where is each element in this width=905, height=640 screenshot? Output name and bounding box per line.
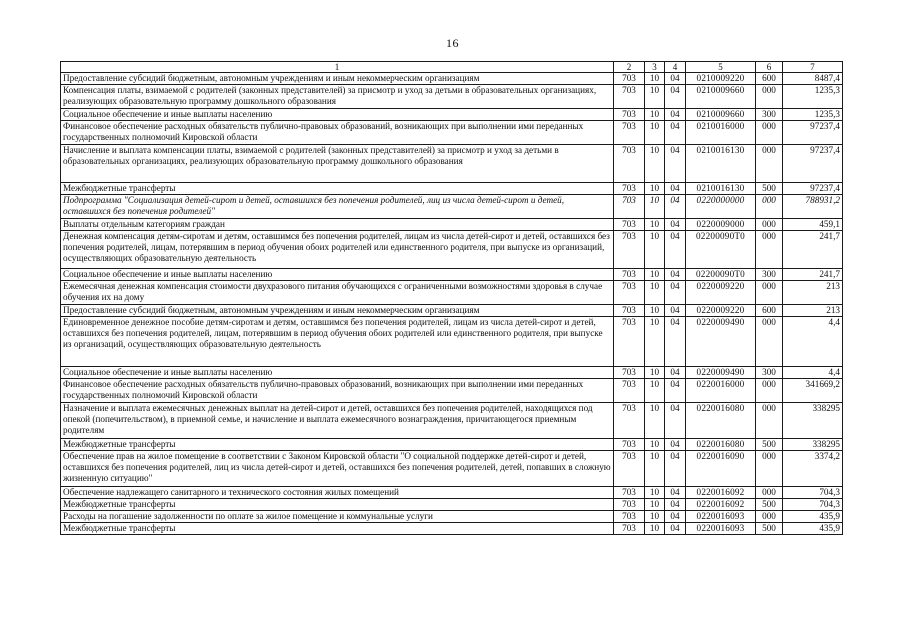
row-name-cell: Межбюджетные трансферты: [61, 499, 614, 511]
expense-type-cell: 000: [756, 317, 783, 367]
table-row: [61, 109, 843, 121]
column-header: 4: [665, 62, 686, 73]
code-cell: 703: [614, 73, 645, 85]
expense-type-cell: 300: [756, 109, 783, 121]
table-row: [61, 195, 843, 219]
row-name-cell: Единовременное денежное пособие детям-сиротам и детям, оставшимся без попечения родителей, лицам из числа детей-сирот и детей, оставшихся без попечения родителей, лицам, потерявшим в период обучения обоих родителей или единственного родителя, при выпуске из организаций, осуществляющих образовательную деятельность: [61, 317, 614, 367]
target-article-cell: 0220016092: [686, 487, 756, 499]
amount-cell: 704,3: [783, 499, 843, 511]
expense-type-cell: 000: [756, 379, 783, 403]
subsection-cell: 04: [665, 439, 686, 451]
amount-cell: 704,3: [783, 487, 843, 499]
amount-cell: 3374,2: [783, 451, 843, 487]
amount-cell: 1235,3: [783, 109, 843, 121]
row-name-cell: Предоставление субсидий бюджетным, автономным учреждениям и иным некоммерческим организациям: [61, 305, 614, 317]
amount-cell: 213: [783, 305, 843, 317]
target-article-cell: 0210016000: [686, 121, 756, 145]
column-header: 2: [614, 62, 645, 73]
amount-cell: 4,4: [783, 317, 843, 367]
expense-type-cell: 000: [756, 231, 783, 269]
amount-cell: 435,9: [783, 511, 843, 523]
code-cell: 703: [614, 195, 645, 219]
subsection-cell: 04: [665, 379, 686, 403]
column-header: 1: [61, 62, 614, 73]
subsection-cell: 04: [665, 403, 686, 439]
target-article-cell: 0210016130: [686, 145, 756, 183]
target-article-cell: 0220016000: [686, 379, 756, 403]
code-cell: 703: [614, 487, 645, 499]
code-cell: 703: [614, 269, 645, 281]
expense-type-cell: 000: [756, 145, 783, 183]
expense-type-cell: 000: [756, 451, 783, 487]
section-cell: 10: [645, 379, 665, 403]
amount-cell: 338295: [783, 439, 843, 451]
amount-cell: 97237,4: [783, 145, 843, 183]
section-cell: 10: [645, 231, 665, 269]
column-header: 5: [686, 62, 756, 73]
budget-table: [60, 61, 843, 535]
code-cell: 703: [614, 305, 645, 317]
subsection-cell: 04: [665, 85, 686, 109]
table-row: [61, 219, 843, 231]
table-row: [61, 85, 843, 109]
column-header: 6: [756, 62, 783, 73]
subsection-cell: 04: [665, 109, 686, 121]
row-name-cell: Подпрограмма "Социализация детей-сирот и детей, оставшихся без попечения родителей, лиц из числа детей-сирот и детей, оставшихся без попечения родителей": [61, 195, 614, 219]
expense-type-cell: 600: [756, 305, 783, 317]
subsection-cell: 04: [665, 367, 686, 379]
row-name-cell: Компенсация платы, взимаемой с родителей (законных представителей) за присмотр и уход за детьми в образовательных организациях, реализующих образовательную программу дошкольного образования: [61, 85, 614, 109]
subsection-cell: 04: [665, 219, 686, 231]
expense-type-cell: 600: [756, 73, 783, 85]
table-row: [61, 403, 843, 439]
expense-type-cell: 000: [756, 281, 783, 305]
amount-cell: 97237,4: [783, 121, 843, 145]
subsection-cell: 04: [665, 487, 686, 499]
target-article-cell: 0220016080: [686, 403, 756, 439]
code-cell: 703: [614, 121, 645, 145]
code-cell: 703: [614, 523, 645, 535]
section-cell: 10: [645, 511, 665, 523]
section-cell: 10: [645, 439, 665, 451]
subsection-cell: 04: [665, 451, 686, 487]
subsection-cell: 04: [665, 73, 686, 85]
table-row: [61, 487, 843, 499]
amount-cell: 213: [783, 281, 843, 305]
subsection-cell: 04: [665, 269, 686, 281]
subsection-cell: 04: [665, 195, 686, 219]
section-cell: 10: [645, 367, 665, 379]
section-cell: 10: [645, 195, 665, 219]
expense-type-cell: 500: [756, 439, 783, 451]
row-name-cell: Финансовое обеспечение расходных обязательств публично-правовых образований, возникающих при выполнении ими переданных государственных полномочий Кировской области: [61, 121, 614, 145]
code-cell: 703: [614, 145, 645, 183]
target-article-cell: 0210016130: [686, 183, 756, 195]
subsection-cell: 04: [665, 121, 686, 145]
amount-cell: 341669,2: [783, 379, 843, 403]
target-article-cell: 0220016090: [686, 451, 756, 487]
section-cell: 10: [645, 183, 665, 195]
column-header: 3: [645, 62, 665, 73]
amount-cell: 1235,3: [783, 85, 843, 109]
row-name-cell: Финансовое обеспечение расходных обязательств публично-правовых образований, возникающих при выполнении ими переданных государственных полномочий Кировской области: [61, 379, 614, 403]
expense-type-cell: 000: [756, 85, 783, 109]
amount-cell: 97237,4: [783, 183, 843, 195]
table-row: [61, 499, 843, 511]
row-name-cell: Расходы на погашение задолженности по оплате за жилое помещение и коммунальные услуги: [61, 511, 614, 523]
subsection-cell: 04: [665, 281, 686, 305]
code-cell: 703: [614, 281, 645, 305]
target-article-cell: 0220009000: [686, 219, 756, 231]
section-cell: 10: [645, 403, 665, 439]
target-article-cell: 0220016093: [686, 511, 756, 523]
row-name-cell: Ежемесячная денежная компенсация стоимости двухразового питания обучающихся с ограниченными возможностями здоровья в случае обучения их на дому: [61, 281, 614, 305]
subsection-cell: 04: [665, 523, 686, 535]
code-cell: 703: [614, 499, 645, 511]
table-row: [61, 317, 843, 367]
section-cell: 10: [645, 145, 665, 183]
table-row: [61, 305, 843, 317]
row-name-cell: Обеспечение надлежащего санитарного и технического состояния жилых помещений: [61, 487, 614, 499]
code-cell: 703: [614, 231, 645, 269]
target-article-cell: 0220009220: [686, 281, 756, 305]
table-row: [61, 523, 843, 535]
target-article-cell: 0220016080: [686, 439, 756, 451]
expense-type-cell: 000: [756, 195, 783, 219]
table-row: [61, 511, 843, 523]
target-article-cell: 0210009660: [686, 109, 756, 121]
code-cell: 703: [614, 367, 645, 379]
column-header: 7: [783, 62, 843, 73]
section-cell: 10: [645, 305, 665, 317]
table-row: [61, 73, 843, 85]
expense-type-cell: 000: [756, 121, 783, 145]
amount-cell: 241,7: [783, 269, 843, 281]
subsection-cell: 04: [665, 231, 686, 269]
code-cell: 703: [614, 439, 645, 451]
section-cell: 10: [645, 269, 665, 281]
table-row: [61, 439, 843, 451]
subsection-cell: 04: [665, 183, 686, 195]
table-row: [61, 183, 843, 195]
target-article-cell: 0210009660: [686, 85, 756, 109]
subsection-cell: 04: [665, 511, 686, 523]
expense-type-cell: 000: [756, 487, 783, 499]
code-cell: 703: [614, 317, 645, 367]
row-name-cell: Выплаты отдельным категориям граждан: [61, 219, 614, 231]
amount-cell: 241,7: [783, 231, 843, 269]
expense-type-cell: 000: [756, 403, 783, 439]
expense-type-cell: 500: [756, 183, 783, 195]
expense-type-cell: 000: [756, 511, 783, 523]
amount-cell: 788931,2: [783, 195, 843, 219]
row-name-cell: Межбюджетные трансферты: [61, 523, 614, 535]
section-cell: 10: [645, 317, 665, 367]
code-cell: 703: [614, 511, 645, 523]
section-cell: 10: [645, 85, 665, 109]
target-article-cell: 02200090Т0: [686, 269, 756, 281]
code-cell: 703: [614, 85, 645, 109]
row-name-cell: Социальное обеспечение и иные выплаты населению: [61, 367, 614, 379]
expense-type-cell: 300: [756, 269, 783, 281]
amount-cell: 338295: [783, 403, 843, 439]
section-cell: 10: [645, 487, 665, 499]
code-cell: 703: [614, 403, 645, 439]
subsection-cell: 04: [665, 145, 686, 183]
row-name-cell: Назначение и выплата ежемесячных денежных выплат на детей-сирот и детей, оставшихся без попечения родителей, находящихся под опекой (попечительством), в приемной семье, и начисление и выплата ежемесячного вознаграждения, причитающегося приемным родителям: [61, 403, 614, 439]
table-row: [61, 379, 843, 403]
subsection-cell: 04: [665, 305, 686, 317]
subsection-cell: 04: [665, 317, 686, 367]
expense-type-cell: 500: [756, 499, 783, 511]
section-cell: 10: [645, 219, 665, 231]
row-name-cell: Межбюджетные трансферты: [61, 183, 614, 195]
code-cell: 703: [614, 183, 645, 195]
code-cell: 703: [614, 451, 645, 487]
section-cell: 10: [645, 109, 665, 121]
section-cell: 10: [645, 499, 665, 511]
row-name-cell: Обеспечение прав на жилое помещение в соответствии с Законом Кировской области "О социальной поддержке детей-сирот и детей, оставшихся без попечения родителей, лиц из числа детей-сирот и детей, оставшихся без попечения родителей, детей, попавших в сложную жизненную ситуацию": [61, 451, 614, 487]
table-row: [61, 451, 843, 487]
table-header-row: [61, 62, 843, 73]
expense-type-cell: 500: [756, 523, 783, 535]
row-name-cell: Социальное обеспечение и иные выплаты населению: [61, 269, 614, 281]
table-row: [61, 281, 843, 305]
target-article-cell: 0220016092: [686, 499, 756, 511]
table-row: [61, 145, 843, 183]
section-cell: 10: [645, 281, 665, 305]
amount-cell: 8487,4: [783, 73, 843, 85]
row-name-cell: Предоставление субсидий бюджетным, автономным учреждениям и иным некоммерческим организациям: [61, 73, 614, 85]
table-row: [61, 121, 843, 145]
target-article-cell: 0220000000: [686, 195, 756, 219]
section-cell: 10: [645, 523, 665, 535]
code-cell: 703: [614, 219, 645, 231]
table-row: [61, 269, 843, 281]
section-cell: 10: [645, 121, 665, 145]
code-cell: 703: [614, 379, 645, 403]
code-cell: 703: [614, 109, 645, 121]
row-name-cell: Межбюджетные трансферты: [61, 439, 614, 451]
row-name-cell: Социальное обеспечение и иные выплаты населению: [61, 109, 614, 121]
target-article-cell: 0220016093: [686, 523, 756, 535]
table-row: [61, 231, 843, 269]
expense-type-cell: 000: [756, 219, 783, 231]
target-article-cell: 0220009490: [686, 317, 756, 367]
target-article-cell: 0210009220: [686, 73, 756, 85]
expense-type-cell: 300: [756, 367, 783, 379]
row-name-cell: Начисление и выплата компенсации платы, взимаемой с родителей (законных представителей) за присмотр и уход за детьми в образовательных организациях, реализующих образовательную программу дошкольного образования: [61, 145, 614, 183]
amount-cell: 4,4: [783, 367, 843, 379]
row-name-cell: Денежная компенсация детям-сиротам и детям, оставшимся без попечения родителей, лицам из числа детей-сирот и детей, оставшихся без попечения родителей, лицам, потерявшим в период обучения обоих родителей или единственного родителя, при выпуске из организаций, осуществляющих образовательную деятельность: [61, 231, 614, 269]
amount-cell: 459,1: [783, 219, 843, 231]
section-cell: 10: [645, 451, 665, 487]
amount-cell: 435,9: [783, 523, 843, 535]
table-row: [61, 367, 843, 379]
page-number: 16: [446, 36, 459, 50]
section-cell: 10: [645, 73, 665, 85]
target-article-cell: 0220009220: [686, 305, 756, 317]
subsection-cell: 04: [665, 499, 686, 511]
target-article-cell: 02200090Т0: [686, 231, 756, 269]
target-article-cell: 0220009490: [686, 367, 756, 379]
